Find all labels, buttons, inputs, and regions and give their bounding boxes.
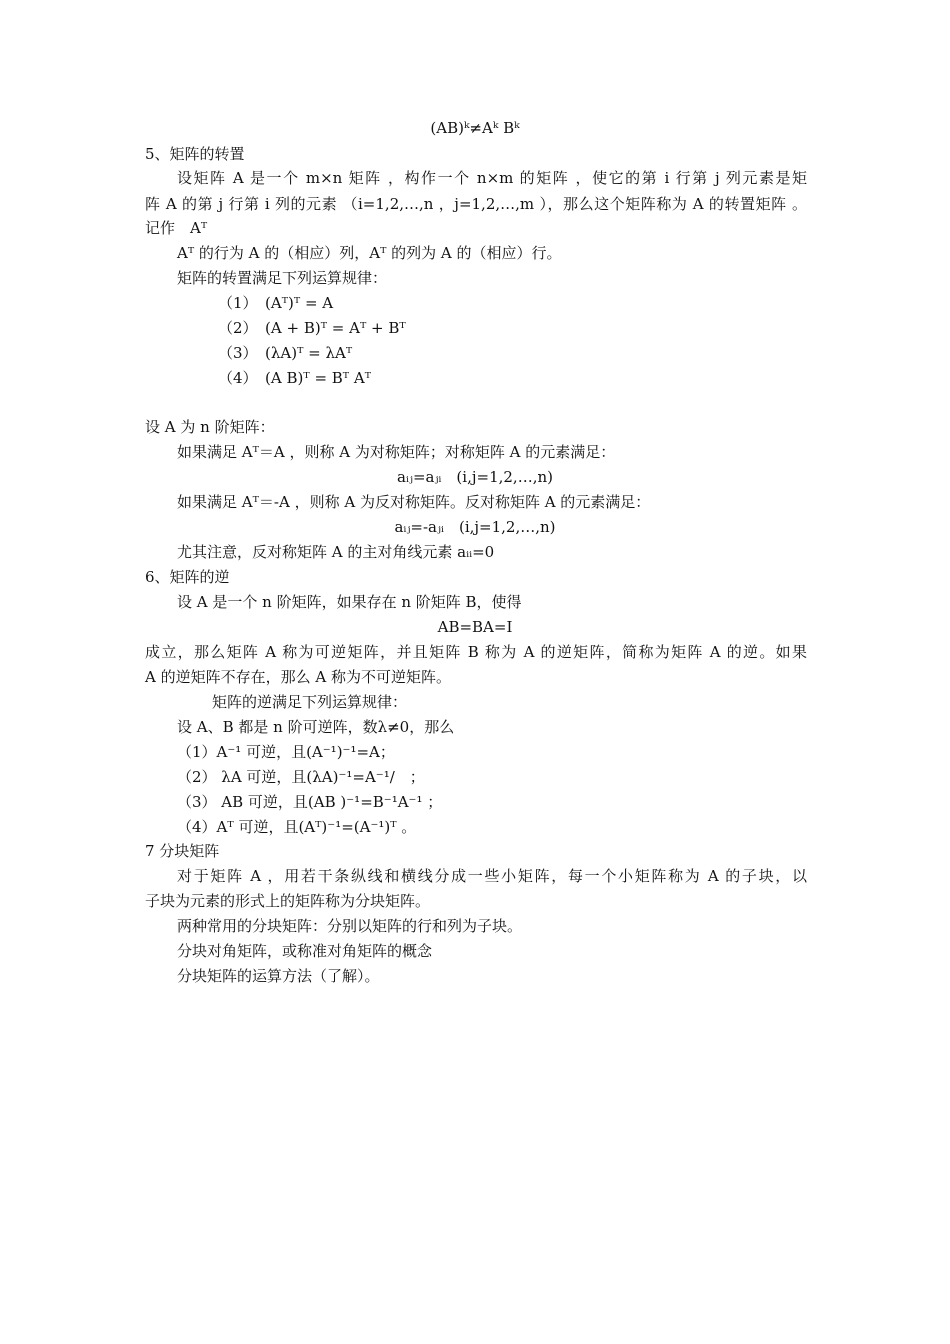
paragraph-line: 对于矩阵 A ，用若干条纵线和横线分成一些小矩阵，每一个小矩阵称为 A 的子块，以 <box>177 867 807 885</box>
paragraph-line: 如果满足 Aᵀ＝-A ，则称 A 为反对称矩阵。反对称矩阵 A 的元素满足： <box>177 493 651 511</box>
rule-item: （1）A⁻¹ 可逆，且(A⁻¹)⁻¹=A； <box>177 743 395 761</box>
rule-item: （2） (A + B)ᵀ = Aᵀ + Bᵀ <box>218 319 406 337</box>
paragraph-line: 设 A 是一个 n 阶矩阵，如果存在 n 阶矩阵 B，使得 <box>177 593 522 611</box>
rule-item: （2） λA 可逆，且(λA)⁻¹=A⁻¹/ ； <box>177 768 425 786</box>
paragraph-line: 尤其注意，反对称矩阵 A 的主对角线元素 aᵢᵢ=0 <box>177 543 495 561</box>
rule-item: （4） (A B)ᵀ = Bᵀ Aᵀ <box>218 369 371 387</box>
paragraph-line: 两种常用的分块矩阵：分别以矩阵的行和列为子块。 <box>177 917 523 935</box>
paragraph-line: A 的逆矩阵不存在，那么 A 称为不可逆矩阵。 <box>145 668 451 686</box>
rule-item: （3） (λA)ᵀ = λAᵀ <box>218 344 353 362</box>
paragraph-line: 如果满足 Aᵀ＝A ，则称 A 为对称矩阵；对称矩阵 A 的元素满足： <box>177 443 616 461</box>
paragraph-line: Aᵀ 的行为 A 的（相应）列，Aᵀ 的列为 A 的（相应）行。 <box>177 244 562 262</box>
paragraph-line: 子块为元素的形式上的矩阵称为分块矩阵。 <box>145 892 431 910</box>
paragraph-line: 阵 A 的第 j 行第 i 列的元素 （i=1,2,…,n ，j=1,2,…,m ），那么这个矩阵称为 A 的转置矩阵 。 <box>145 195 807 213</box>
paragraph-line: 设 A、B 都是 n 阶可逆阵，数λ≠0，那么 <box>177 718 455 736</box>
section-heading-inverse: 6、矩阵的逆 <box>145 568 230 586</box>
section-heading-transpose: 5、矩阵的转置 <box>145 145 245 163</box>
formula-antisymmetric: aᵢⱼ=-aⱼᵢ (i,j=1,2,…,n) <box>394 518 556 536</box>
paragraph-line: 矩阵的转置满足下列运算规律： <box>177 269 388 287</box>
rule-item: （4）Aᵀ 可逆，且(Aᵀ)⁻¹=(A⁻¹)ᵀ 。 <box>177 818 417 836</box>
formula-power-inequality: (AB)ᵏ≠Aᵏ Bᵏ <box>430 119 520 137</box>
paragraph-line: 设 A 为 n 阶矩阵： <box>145 418 275 436</box>
paragraph-line: 分块对角矩阵，或称准对角矩阵的概念 <box>177 942 433 960</box>
paragraph-line: 成立，那么矩阵 A 称为可逆矩阵，并且矩阵 B 称为 A 的逆矩阵，简称为矩阵 A 的逆。如果 <box>145 643 807 661</box>
formula-inverse-definition: AB=BA=I <box>437 618 513 636</box>
paragraph-line: 分块矩阵的运算方法（了解）。 <box>177 967 380 985</box>
paragraph-line: 设矩阵 A 是一个 m×n 矩阵 ，构作一个 n×m 的矩阵 ，使它的第 i 行第 j 列元素是矩 <box>177 169 807 187</box>
rule-item: （3） AB 可逆，且(AB )⁻¹=B⁻¹A⁻¹ ； <box>177 793 443 811</box>
paragraph-line: 记作 Aᵀ <box>145 219 208 237</box>
section-heading-block-matrix: 7 分块矩阵 <box>145 842 220 860</box>
formula-symmetric: aᵢⱼ=aⱼᵢ (i,j=1,2,…,n) <box>397 468 553 486</box>
paragraph-line: 矩阵的逆满足下列运算规律： <box>212 693 408 711</box>
rule-item: （1） (Aᵀ)ᵀ = A <box>218 294 334 312</box>
